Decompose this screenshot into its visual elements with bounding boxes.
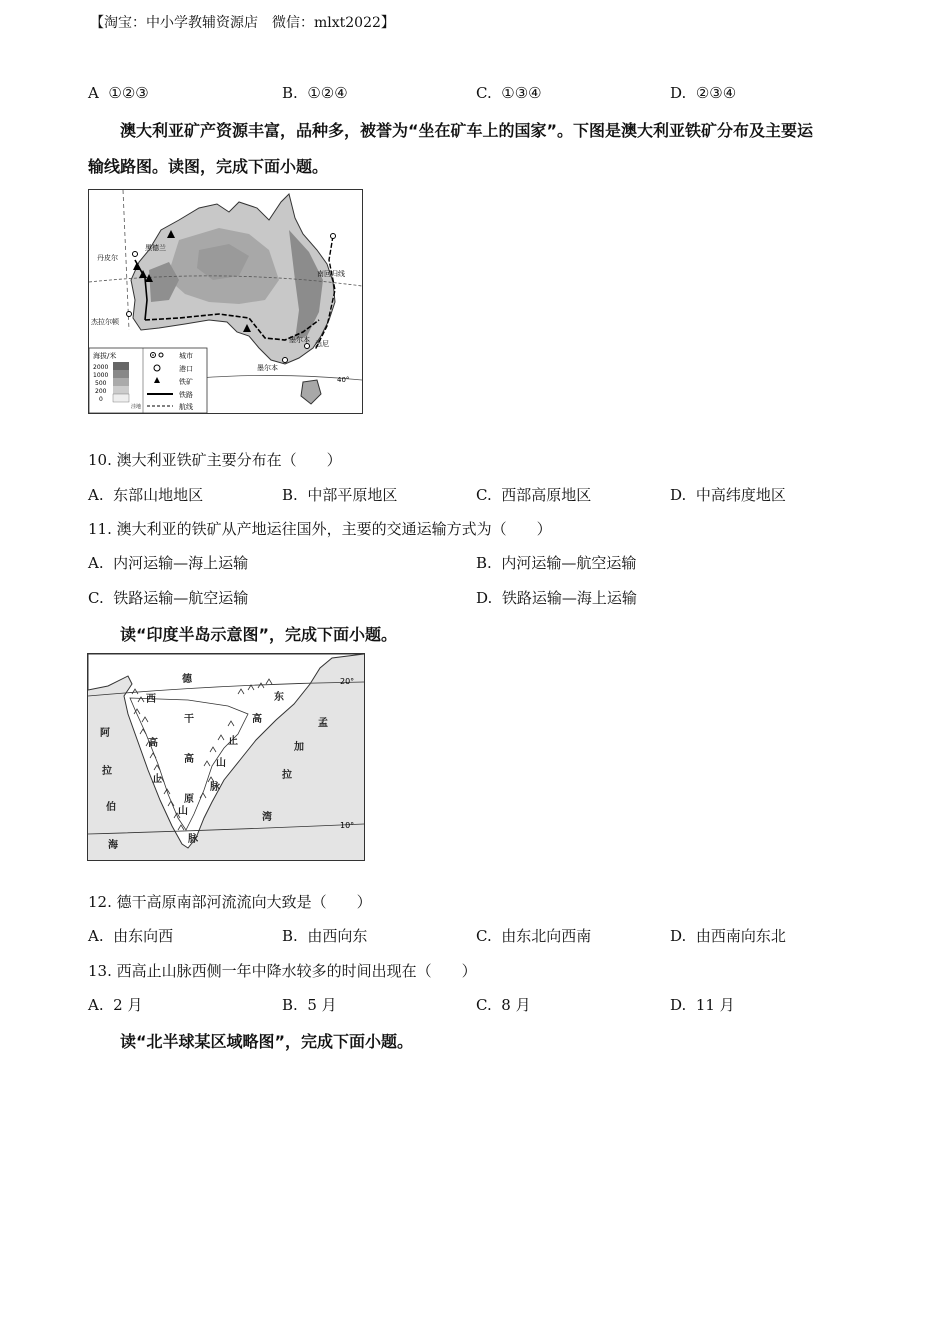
q10-option-b: B. 中部平原地区 <box>282 486 398 504</box>
label-melbourne-area: 墨尔本 <box>289 336 310 344</box>
q10-option-c: C. 西部高原地区 <box>476 486 592 504</box>
label-gao: 高 <box>184 754 194 765</box>
q11-option-c: C. 铁路运输—航空运输 <box>88 589 249 607</box>
q10-option-a: A. 东部山地地区 <box>88 486 204 504</box>
q10-stem: 10. 澳大利亚铁矿主要分布在（ ） <box>88 451 342 469</box>
label-sydney: 悉尼 <box>315 340 329 348</box>
label-xi-mai: 脉 <box>188 834 198 845</box>
label-dong-zhi: 止 <box>228 736 238 747</box>
label-bo: 伯 <box>106 802 116 813</box>
legend-lowland: 洼地 <box>131 404 142 410</box>
q12-option-b: B. 由西向东 <box>282 927 368 945</box>
q13-option-c: C. 8 月 <box>476 996 531 1014</box>
q13-option-a: A. 2 月 <box>88 996 143 1014</box>
q11-option-b: B. 内河运输—航空运输 <box>476 554 637 572</box>
q12-option-a: A. 由东向西 <box>88 927 174 945</box>
label-lat20: 20° <box>340 677 355 686</box>
q13-stem: 13. 西高止山脉西侧一年中降水较多的时间出现在（ ） <box>88 962 477 980</box>
legend-level-0: 0 <box>99 396 103 403</box>
intro-india: 读“印度半岛示意图”，完成下面小题。 <box>120 625 398 644</box>
australia-iron-map <box>88 189 363 414</box>
q12-option-c: C. 由东北向西南 <box>476 927 592 945</box>
q10-option-d: D. 中高纬度地区 <box>670 486 786 504</box>
legend-city: 城市 <box>179 352 193 360</box>
india-peninsula-map <box>87 653 365 861</box>
legend-route: 航线 <box>179 403 193 411</box>
q12-stem: 12. 德干高原南部河流流向大致是（ ） <box>88 893 372 911</box>
label-dong-mai: 脉 <box>210 782 220 793</box>
label-jia: 加 <box>294 742 304 753</box>
option-a: A ①②③ <box>88 84 149 102</box>
option-b: B. ①②④ <box>282 84 348 102</box>
label-wan: 湾 <box>262 812 272 823</box>
legend-title: 海拔/米 <box>93 352 117 360</box>
label-xi-gao: 高 <box>148 738 158 749</box>
label-port-hedland: 黑德兰 <box>145 244 166 252</box>
legend-port: 港口 <box>179 365 193 373</box>
q13-option-b: B. 5 月 <box>282 996 337 1014</box>
intro-north-hemisphere: 读“北半球某区域略图”，完成下面小题。 <box>120 1032 414 1051</box>
label-xi-zhi: 止 <box>152 774 162 785</box>
legend-level-2000: 2000 <box>93 364 109 371</box>
q11-option-d: D. 铁路运输—海上运输 <box>476 589 637 607</box>
label-geraldton: 杰拉尔顿 <box>91 318 119 326</box>
label-yuan: 原 <box>184 794 194 805</box>
q12-option-d: D. 由西南向东北 <box>670 927 786 945</box>
legend-railway: 铁路 <box>179 391 193 399</box>
legend-level-1000: 1000 <box>93 372 109 379</box>
label-dampier: 丹皮尔 <box>97 254 118 262</box>
label-lat40: 40° <box>337 376 350 384</box>
label-a: 阿 <box>100 728 110 739</box>
legend-level-500: 500 <box>95 380 107 387</box>
label-lat10: 10° <box>340 821 355 830</box>
label-xi: 西 <box>146 694 156 705</box>
q13-option-d: D. 11 月 <box>670 996 735 1014</box>
label-tropic: 南回归线 <box>317 270 345 278</box>
label-dong-shan: 山 <box>216 758 226 769</box>
legend-iron: 铁矿 <box>179 378 193 386</box>
label-la2: 拉 <box>282 770 292 781</box>
label-dong: 东 <box>274 692 284 703</box>
label-hai: 海 <box>108 840 118 851</box>
intro-australia-line1: 澳大利亚矿产资源丰富，品种多，被誉为“坐在矿车上的国家”。下图是澳大利亚铁矿分布及主要运 <box>120 121 814 140</box>
label-meng: 孟 <box>318 718 328 729</box>
q11-option-a: A. 内河运输—海上运输 <box>88 554 249 572</box>
label-xi-shan: 山 <box>178 806 188 817</box>
option-d: D. ②③④ <box>670 84 737 102</box>
option-c: C. ①③④ <box>476 84 542 102</box>
label-la: 拉 <box>102 766 112 777</box>
legend-level-200: 200 <box>95 388 107 395</box>
label-gan: 干 <box>184 714 194 725</box>
label-de: 德 <box>182 674 192 685</box>
q11-stem: 11. 澳大利亚的铁矿从产地运往国外，主要的交通运输方式为（ ） <box>88 520 552 538</box>
intro-australia-line2: 输线路图。读图，完成下面小题。 <box>88 157 329 176</box>
label-adelaide: 墨尔本 <box>257 364 278 372</box>
page-header: 【淘宝：中小学教辅资源店 微信：mlxt2022】 <box>90 15 395 31</box>
label-dong-gao: 高 <box>252 714 262 725</box>
